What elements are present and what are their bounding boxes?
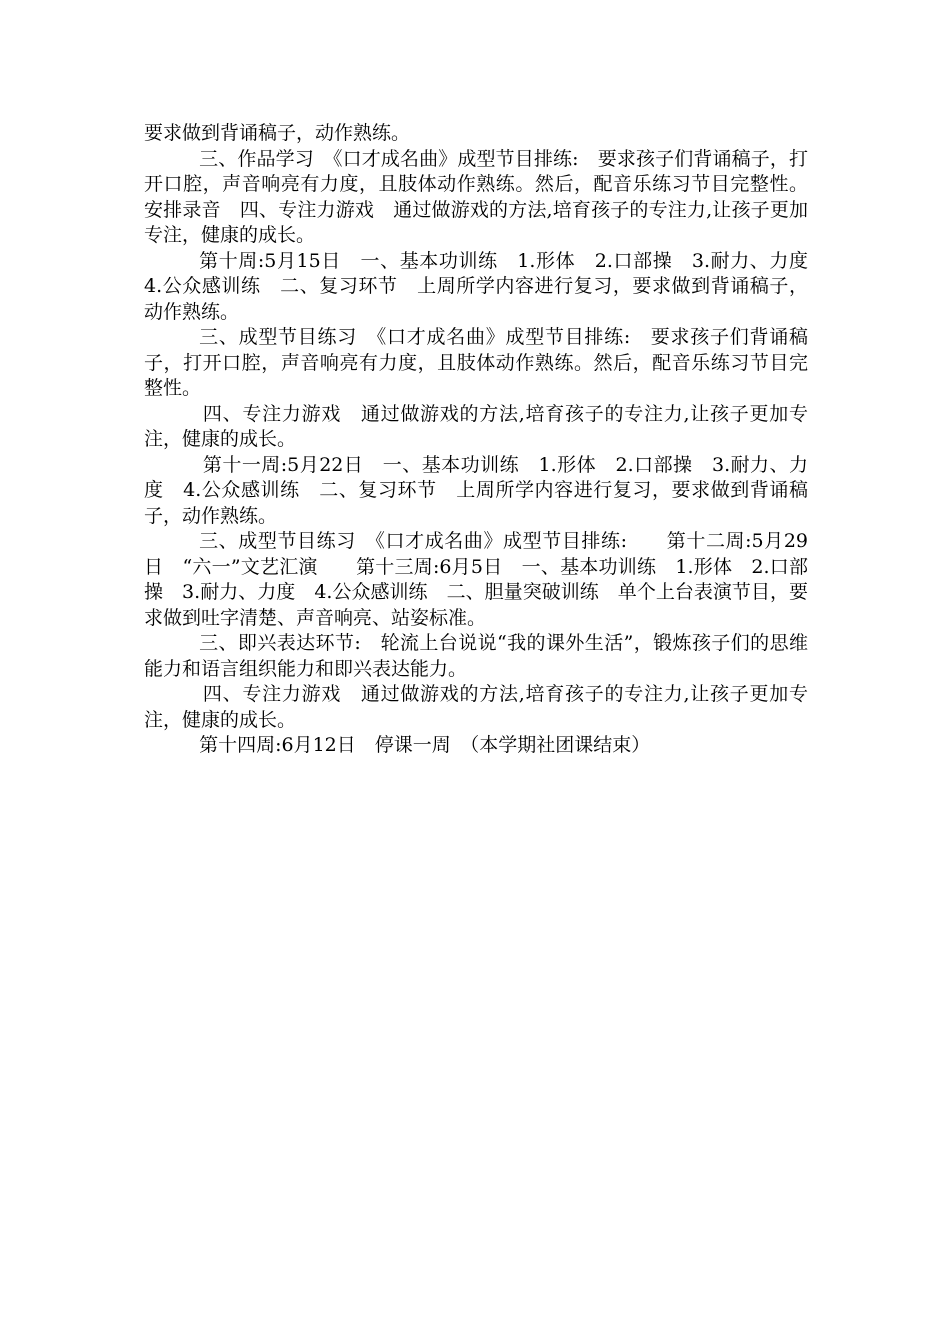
paragraph-week-11: 第十一周:5月22日 一、基本功训练 1.形体 2.口部操 3.耐力、力度 4.公众感训练 二、复习环节 上周所学内容进行复习，要求做到背诵稿子，动作熟练。 bbox=[144, 453, 808, 527]
paragraph-week-10: 第十周:5月15日 一、基本功训练 1.形体 2.口部操 3.耐力、力度 4.公众感训练 二、复习环节 上周所学内容进行复习，要求做到背诵稿子，动作熟练。 bbox=[144, 249, 828, 323]
paragraph-continuation: 要求做到背诵稿子，动作熟练。 bbox=[144, 122, 411, 144]
paragraph-focus-game: 四、专注力游戏 通过做游戏的方法,培育孩子的专注力,让孩子更加专注，健康的成长。 bbox=[144, 402, 808, 450]
paragraph-focus-game-2: 四、专注力游戏 通过做游戏的方法,培育孩子的专注力,让孩子更加专注，健康的成长。 bbox=[144, 683, 808, 731]
paragraph-works-study: 三、作品学习 《口才成名曲》成型节目排练: 要求孩子们背诵稿子，打开口腔，声音响亮有力度，且肢体动作熟练。然后，配音乐练习节目完整性。安排录音 四、专注力游戏 通过做游戏的方法,培育孩子的专注力,让孩子更加专注，健康的成长。 bbox=[144, 147, 808, 246]
paragraph-weeks-12-13: 三、成型节目练习 《口才成名曲》成型节目排练: 第十二周:5月29日 “六一”文艺汇演 第十三周:6月5日 一、基本功训练 1.形体 2.口部操 3.耐力、力度 4.公众感训练 二、胆量突破训练 单个上台表演节目，要求做到吐字清楚、声音响亮、站姿标准。 bbox=[144, 530, 808, 629]
document-body bbox=[144, 121, 828, 759]
paragraph-week-14: 第十四周:6月12日 停课一周 （本学期社团课结束） bbox=[199, 734, 651, 756]
paragraph-program-practice: 三、成型节目练习 《口才成名曲》成型节目排练: 要求孩子们背诵稿子，打开口腔，声音响亮有力度，且肢体动作熟练。然后，配音乐练习节目完整性。 bbox=[144, 326, 808, 399]
paragraph-improv-expression: 三、即兴表达环节: 轮流上台说说“我的课外生活”，锻炼孩子们的思维能力和语言组织能力和即兴表达能力。 bbox=[144, 632, 808, 680]
